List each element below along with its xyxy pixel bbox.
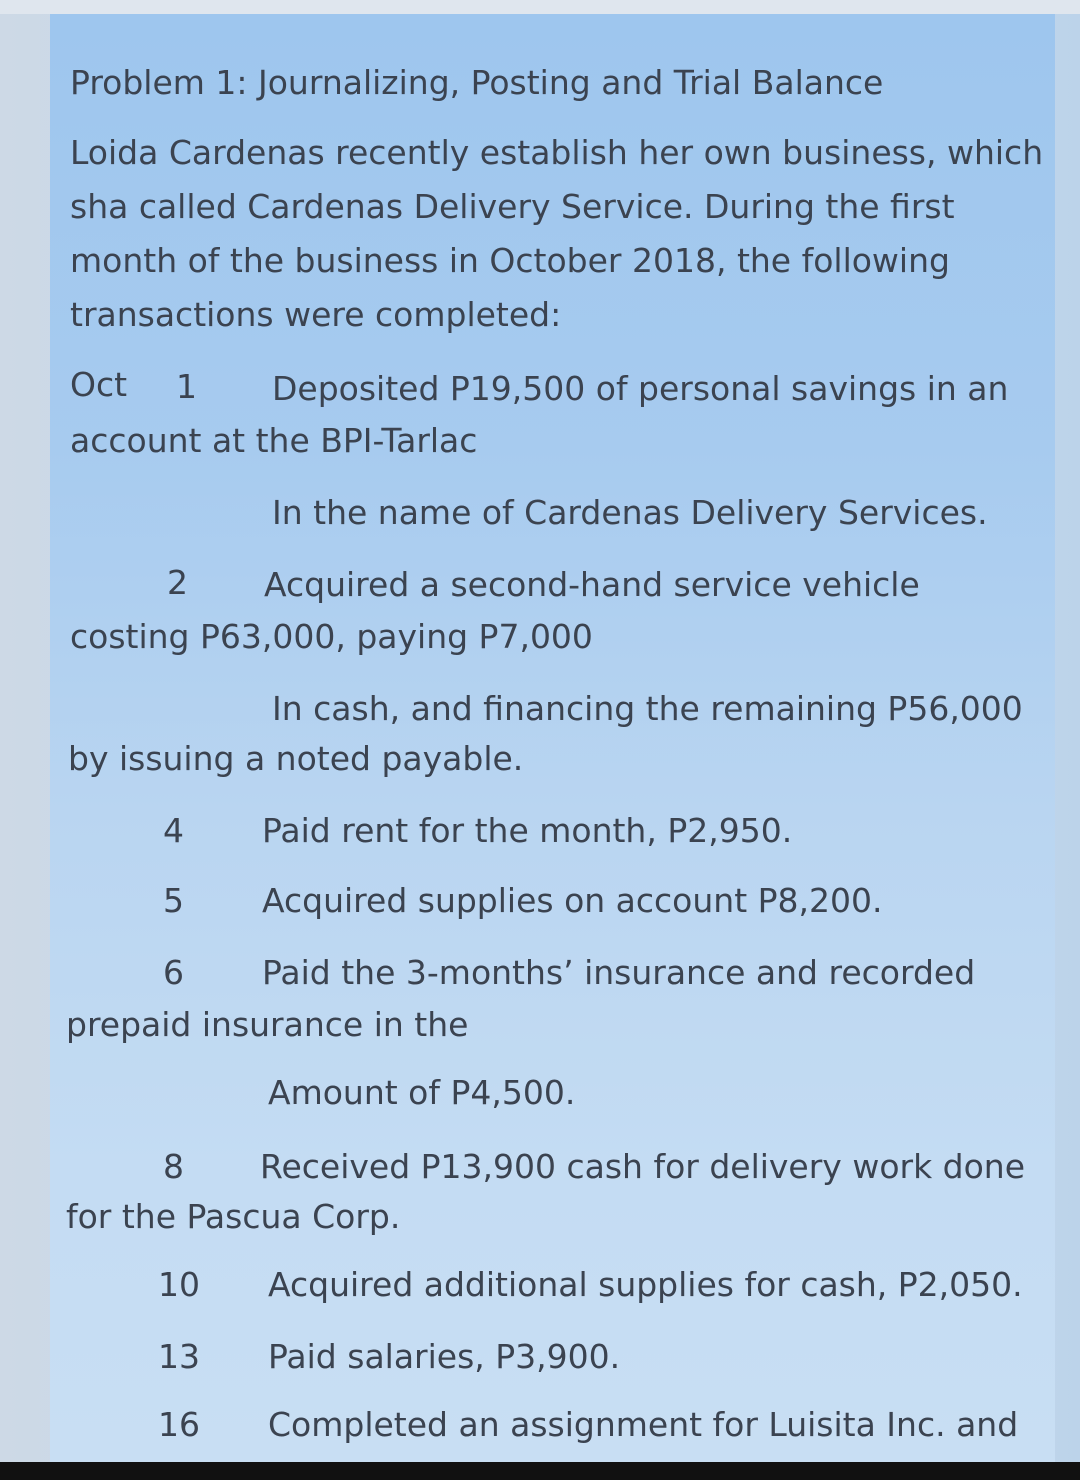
day-4: 4 — [163, 811, 184, 850]
t4-line-1: Paid rent for the month, P2,950. — [262, 811, 793, 850]
text-selection-highlight — [50, 14, 1055, 1462]
day-13: 13 — [158, 1337, 200, 1376]
day-1: 1 — [176, 367, 197, 406]
day-10: 10 — [158, 1265, 200, 1304]
t6-line-3: Amount of P4,500. — [268, 1073, 576, 1112]
t2-line-2: costing P63,000, paying P7,000 — [70, 617, 593, 656]
t10-line-1: Acquired additional supplies for cash, P2,050. — [268, 1265, 1023, 1304]
intro-line-3: month of the business in October 2018, the following — [70, 241, 950, 280]
intro-line-2: sha called Cardenas Delivery Service. During the first — [70, 187, 955, 226]
day-2: 2 — [167, 563, 188, 602]
t6-line-2: prepaid insurance in the — [66, 1005, 469, 1044]
day-5: 5 — [163, 881, 184, 920]
day-8: 8 — [163, 1147, 184, 1186]
t2-line-3: In cash, and financing the remaining P56,000 — [272, 689, 1023, 728]
t8-line-2: for the Pascua Corp. — [66, 1197, 401, 1236]
day-6: 6 — [163, 953, 184, 992]
t1-line-3: In the name of Cardenas Delivery Services. — [272, 493, 988, 532]
intro-line-1: Loida Cardenas recently establish her own business, which — [70, 133, 1044, 172]
t6-line-1: Paid the 3-months’ insurance and recorded — [262, 953, 976, 992]
t2-line-1: Acquired a second-hand service vehicle — [264, 565, 920, 604]
top-bar — [0, 0, 1080, 14]
t1-line-2: account at the BPI-Tarlac — [70, 421, 478, 460]
t8-line-1: Received P13,900 cash for delivery work done — [260, 1147, 1026, 1186]
problem-title: Problem 1: Journalizing, Posting and Trial Balance — [70, 63, 884, 102]
t2-line-4: by issuing a noted payable. — [68, 739, 524, 778]
bottom-bar — [0, 1462, 1080, 1480]
month-label: Oct — [70, 365, 128, 404]
t5-line-1: Acquired supplies on account P8,200. — [262, 881, 883, 920]
t1-line-1: Deposited P19,500 of personal savings in an — [272, 369, 1009, 408]
t13-line-1: Paid salaries, P3,900. — [268, 1337, 621, 1376]
t16-line-1: Completed an assignment for Luisita Inc. and — [268, 1405, 1019, 1444]
day-16: 16 — [158, 1405, 200, 1444]
intro-line-4: transactions were completed: — [70, 295, 562, 334]
